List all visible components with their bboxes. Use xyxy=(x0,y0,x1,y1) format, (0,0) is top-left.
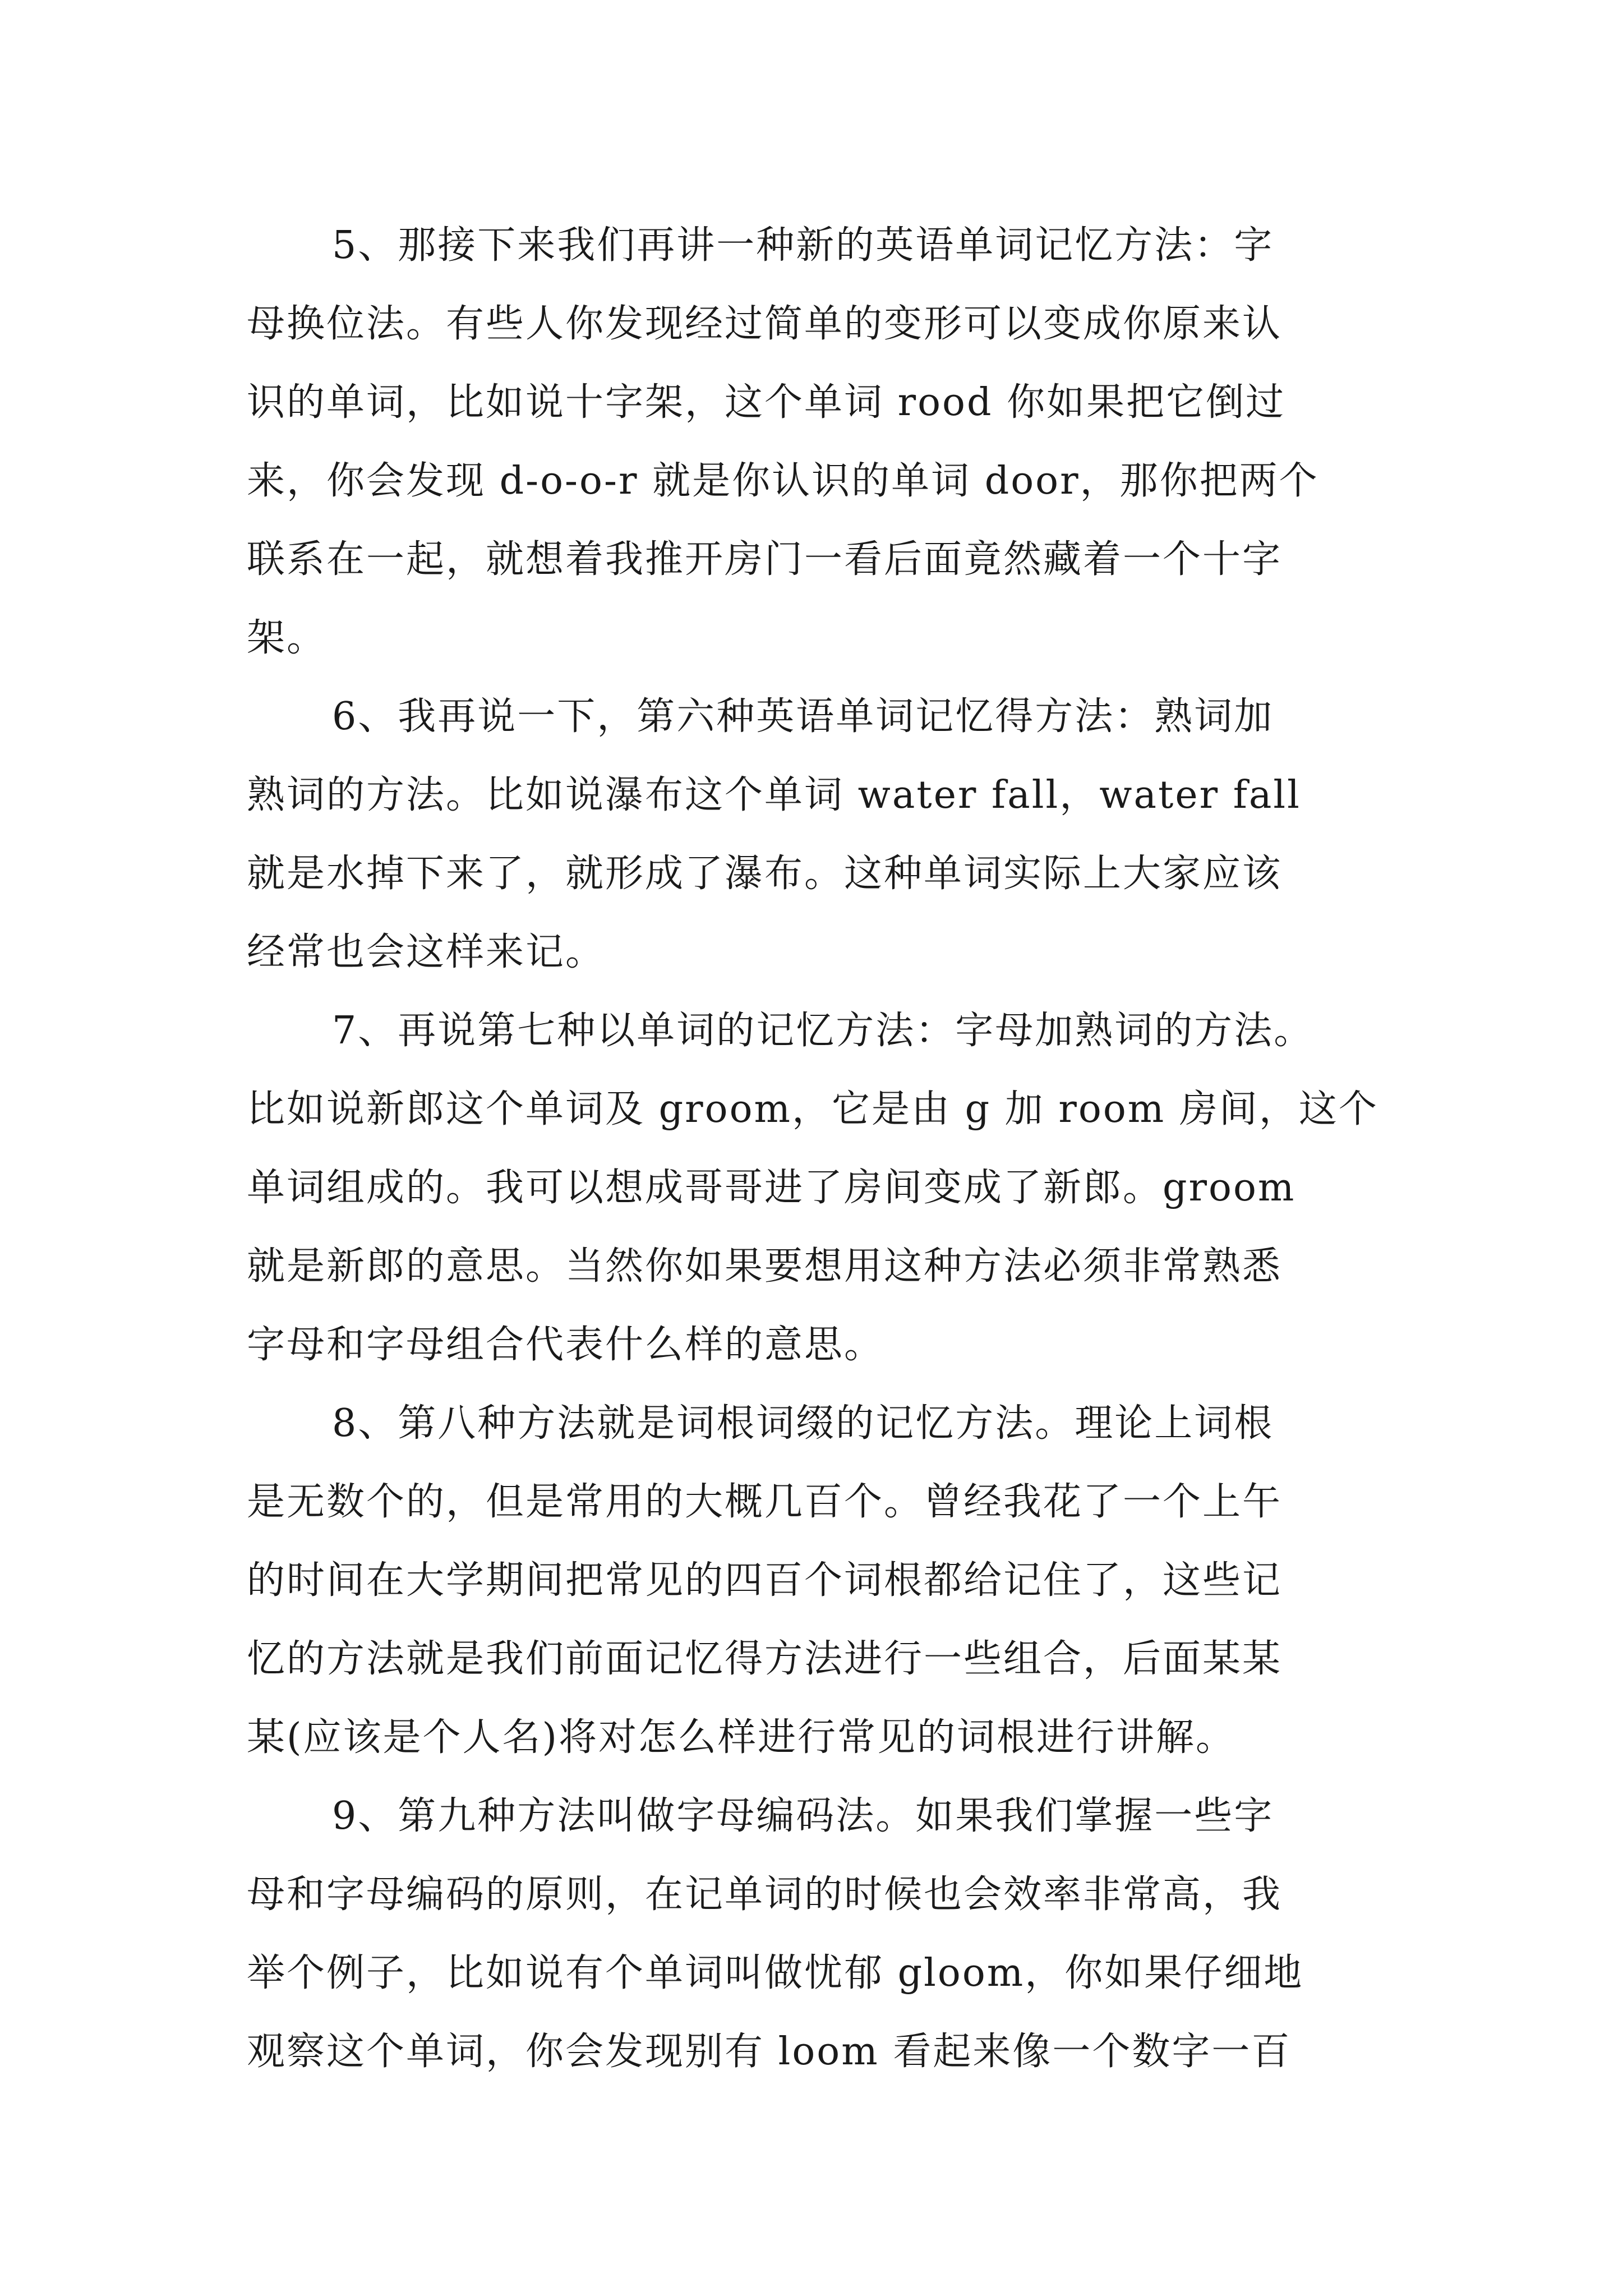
line-text: 字母和字母组合代表什么样的意思。 xyxy=(247,1323,884,1367)
text-line xyxy=(0,1777,1623,1856)
line-text: 识的单词，比如说十字架，这个单词 rood 你如果把它倒过 xyxy=(247,380,1286,425)
line-text: 6、我再说一下，第六种英语单词记忆得方法：熟词加 xyxy=(332,694,1274,739)
line-text: 来，你会发现 d-o-o-r 就是你认识的单词 door，那你把两个 xyxy=(247,459,1319,503)
line-text: 联系在一起，就想着我推开房门一看后面竟然藏着一个十字 xyxy=(247,537,1283,582)
line-text: 比如说新郎这个单词及 groom，它是由 g 加 room 房间，这个 xyxy=(247,1087,1378,1131)
text-line xyxy=(0,2013,1623,2091)
line-text: 9、第九种方法叫做字母编码法。如果我们掌握一些字 xyxy=(332,1794,1274,1838)
line-text: 是无数个的，但是常用的大概几百个。曾经我花了一个上午 xyxy=(247,1480,1283,1524)
text-line xyxy=(0,521,1623,599)
text-line xyxy=(0,835,1623,913)
line-text: 某(应该是个人名)将对怎么样进行常见的词根进行讲解。 xyxy=(247,1715,1236,1760)
text-line xyxy=(0,1227,1623,1306)
text-line xyxy=(0,1856,1623,1934)
text-line xyxy=(0,756,1623,835)
line-text: 5、那接下来我们再讲一种新的英语单词记忆方法：字 xyxy=(332,223,1274,268)
line-text: 的时间在大学期间把常见的四百个词根都给记住了，这些记 xyxy=(247,1558,1283,1603)
text-line xyxy=(0,442,1623,521)
text-line xyxy=(0,1384,1623,1463)
line-text: 8、第八种方法就是词根词缀的记忆方法。理论上词根 xyxy=(332,1401,1274,1446)
text-line xyxy=(0,206,1623,285)
text-line xyxy=(0,992,1623,1070)
text-line xyxy=(0,913,1623,992)
text-line xyxy=(0,1542,1623,1620)
line-text: 举个例子，比如说有个单词叫做忧郁 gloom，你如果仔细地 xyxy=(247,1951,1304,1995)
line-text: 7、再说第七种以单词的记忆方法：字母加熟词的方法。 xyxy=(332,1009,1314,1053)
text-line xyxy=(0,1620,1623,1699)
text-line xyxy=(0,599,1623,678)
text-line xyxy=(0,1070,1623,1149)
text-line xyxy=(0,285,1623,364)
text-line xyxy=(0,1306,1623,1384)
line-text: 母换位法。有些人你发现经过简单的变形可以变成你原来认 xyxy=(247,302,1283,346)
text-line xyxy=(0,1934,1623,2013)
text-line xyxy=(0,1699,1623,1777)
text-line xyxy=(0,1463,1623,1542)
line-text: 经常也会这样来记。 xyxy=(247,930,606,974)
line-text: 架。 xyxy=(247,616,327,660)
line-text: 母和字母编码的原则，在记单词的时候也会效率非常高，我 xyxy=(247,1872,1283,1917)
line-text: 就是新郎的意思。当然你如果要想用这种方法必须非常熟悉 xyxy=(247,1244,1283,1289)
text-line xyxy=(0,1149,1623,1227)
line-text: 观察这个单词，你会发现别有 loom 看起来像一个数字一百 xyxy=(247,2030,1292,2074)
line-text: 熟词的方法。比如说瀑布这个单词 water fall，water fall xyxy=(247,773,1301,817)
line-text: 就是水掉下来了，就形成了瀑布。这种单词实际上大家应该 xyxy=(247,852,1283,896)
line-text: 单词组成的。我可以想成哥哥进了房间变成了新郎。groom xyxy=(247,1166,1296,1210)
line-text: 忆的方法就是我们前面记忆得方法进行一些组合，后面某某 xyxy=(247,1637,1283,1681)
text-line xyxy=(0,678,1623,756)
text-line xyxy=(0,364,1623,442)
